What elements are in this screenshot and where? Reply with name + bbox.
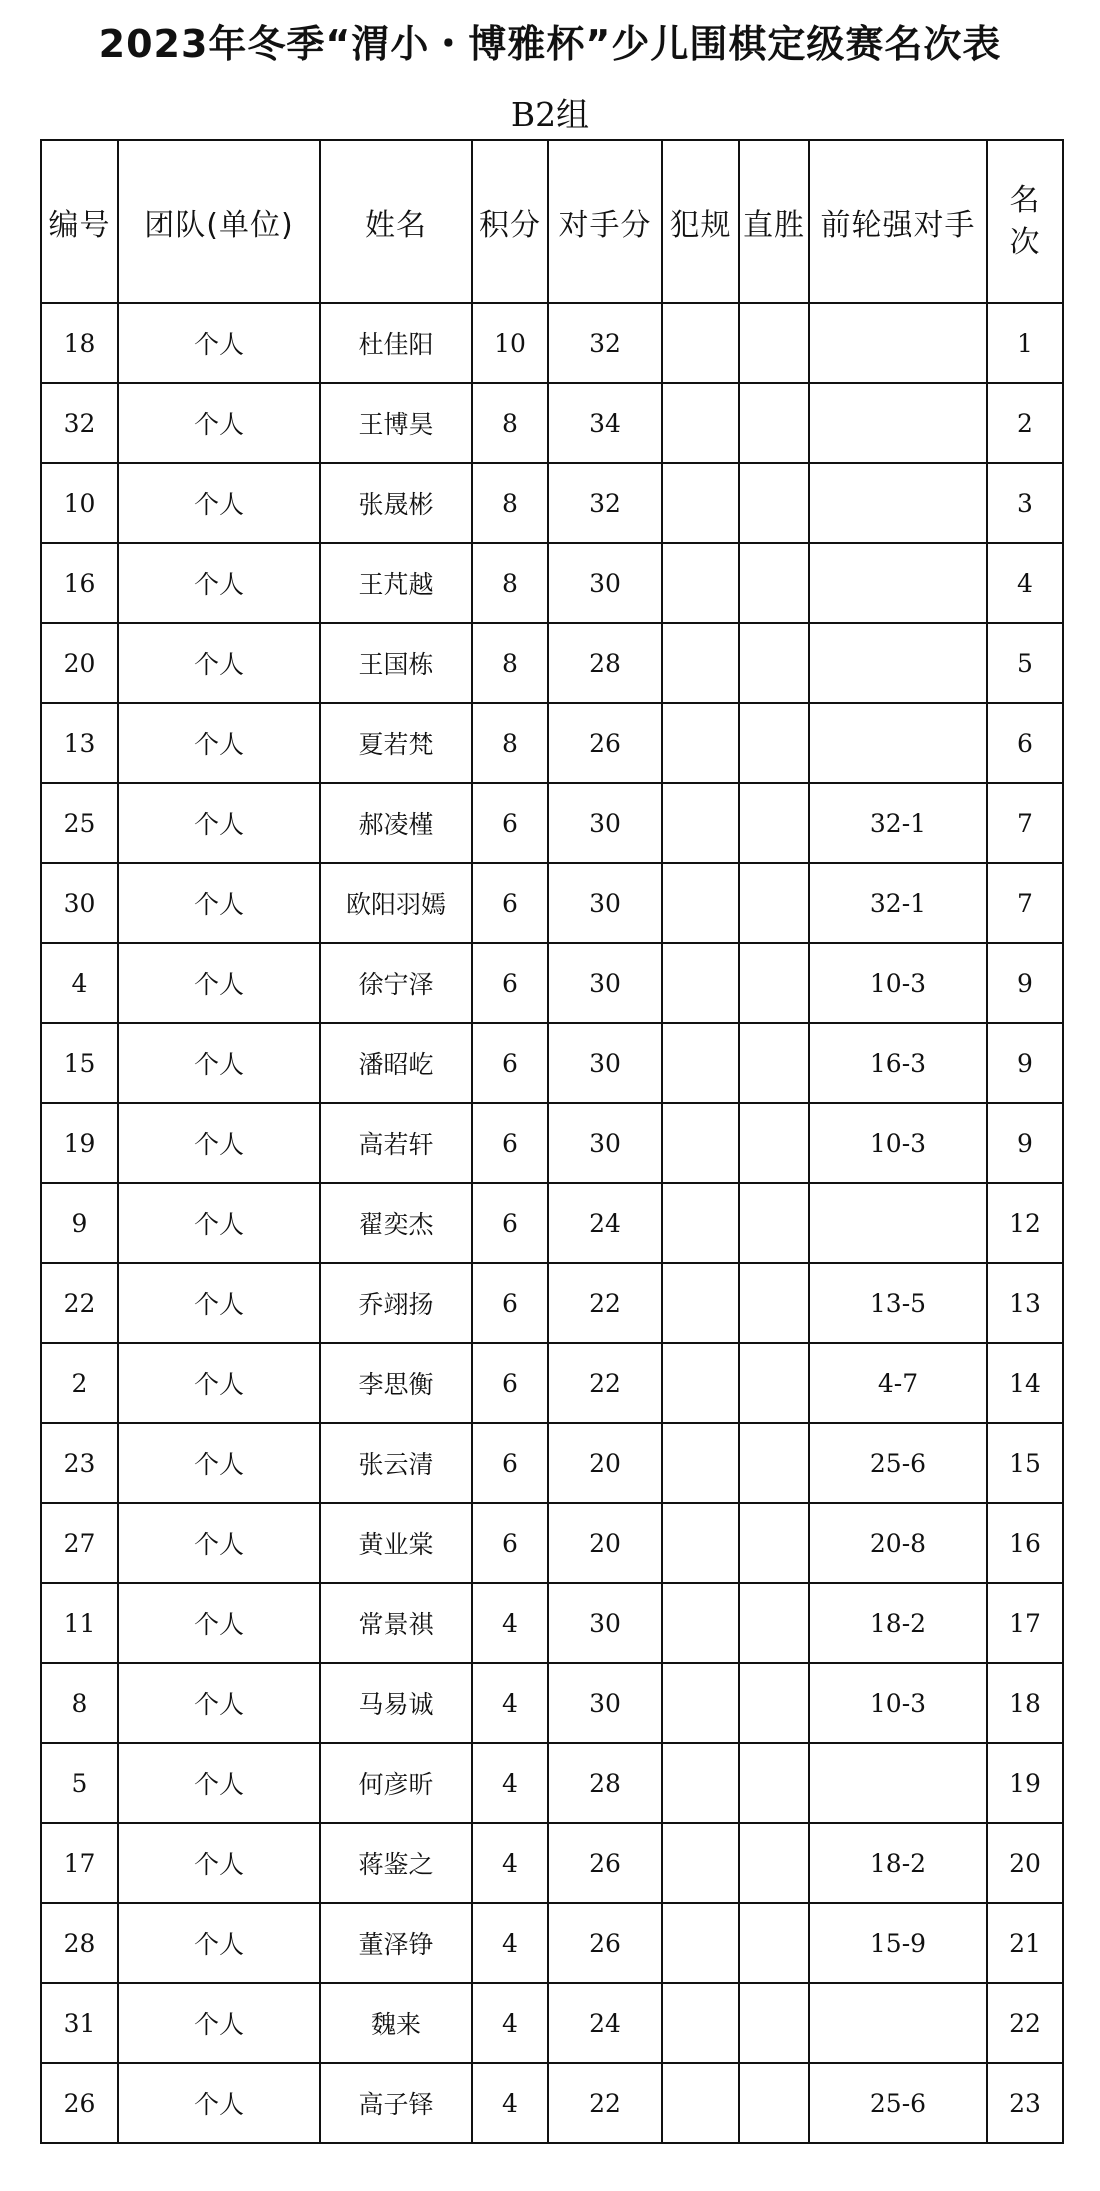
cell-id: 23 <box>41 1423 118 1503</box>
cell-opponent-score: 30 <box>548 1103 662 1183</box>
cell-score: 4 <box>472 2063 548 2143</box>
cell-rank: 1 <box>987 303 1063 383</box>
cell-team: 个人 <box>118 623 320 703</box>
cell-previous-strong-opponent <box>809 383 987 463</box>
cell-direct-win <box>739 783 809 863</box>
cell-direct-win <box>739 1663 809 1743</box>
table-row <box>41 1103 1063 1183</box>
cell-opponent-score: 32 <box>548 303 662 383</box>
cell-direct-win <box>739 1183 809 1263</box>
cell-team: 个人 <box>118 1023 320 1103</box>
cell-id: 32 <box>41 383 118 463</box>
cell-foul <box>662 1823 739 1903</box>
cell-rank: 5 <box>987 623 1063 703</box>
table-row <box>41 543 1063 623</box>
cell-name: 张晟彬 <box>320 463 472 543</box>
cell-score: 8 <box>472 383 548 463</box>
header-name: 姓名 <box>320 140 472 303</box>
cell-team: 个人 <box>118 783 320 863</box>
cell-previous-strong-opponent <box>809 1743 987 1823</box>
table-row <box>41 623 1063 703</box>
table-row <box>41 1583 1063 1663</box>
cell-direct-win <box>739 543 809 623</box>
cell-score: 4 <box>472 1583 548 1663</box>
table-row <box>41 303 1063 383</box>
header-foul: 犯规 <box>662 140 739 303</box>
cell-foul <box>662 1263 739 1343</box>
cell-foul <box>662 543 739 623</box>
cell-id: 22 <box>41 1263 118 1343</box>
cell-name: 王国栋 <box>320 623 472 703</box>
cell-team: 个人 <box>118 1663 320 1743</box>
cell-rank: 19 <box>987 1743 1063 1823</box>
cell-id: 20 <box>41 623 118 703</box>
cell-name: 蒋鉴之 <box>320 1823 472 1903</box>
cell-foul <box>662 1423 739 1503</box>
cell-name: 高子铎 <box>320 2063 472 2143</box>
cell-team: 个人 <box>118 1423 320 1503</box>
cell-opponent-score: 30 <box>548 1023 662 1103</box>
header-score: 积分 <box>472 140 548 303</box>
cell-score: 6 <box>472 1343 548 1423</box>
table-row <box>41 1343 1063 1423</box>
header-id: 编号 <box>41 140 118 303</box>
cell-opponent-score: 26 <box>548 1903 662 1983</box>
cell-name: 王芃越 <box>320 543 472 623</box>
cell-team: 个人 <box>118 303 320 383</box>
cell-name: 夏若梵 <box>320 703 472 783</box>
cell-rank: 7 <box>987 783 1063 863</box>
cell-previous-strong-opponent <box>809 303 987 383</box>
cell-team: 个人 <box>118 1983 320 2063</box>
table-row <box>41 703 1063 783</box>
cell-team: 个人 <box>118 943 320 1023</box>
cell-name: 董泽铮 <box>320 1903 472 1983</box>
cell-rank: 13 <box>987 1263 1063 1343</box>
cell-opponent-score: 20 <box>548 1503 662 1583</box>
cell-previous-strong-opponent <box>809 703 987 783</box>
table-row <box>41 1503 1063 1583</box>
cell-foul <box>662 623 739 703</box>
cell-previous-strong-opponent: 15-9 <box>809 1903 987 1983</box>
cell-score: 8 <box>472 463 548 543</box>
header-team: 团队(单位) <box>118 140 320 303</box>
cell-previous-strong-opponent <box>809 463 987 543</box>
cell-team: 个人 <box>118 1183 320 1263</box>
cell-direct-win <box>739 1423 809 1503</box>
cell-direct-win <box>739 1823 809 1903</box>
cell-score: 8 <box>472 623 548 703</box>
cell-name: 常景祺 <box>320 1583 472 1663</box>
cell-id: 5 <box>41 1743 118 1823</box>
cell-foul <box>662 1023 739 1103</box>
cell-previous-strong-opponent: 10-3 <box>809 1103 987 1183</box>
cell-id: 26 <box>41 2063 118 2143</box>
cell-direct-win <box>739 1343 809 1423</box>
cell-foul <box>662 1503 739 1583</box>
cell-foul <box>662 1983 739 2063</box>
cell-id: 10 <box>41 463 118 543</box>
cell-direct-win <box>739 2063 809 2143</box>
cell-id: 11 <box>41 1583 118 1663</box>
cell-foul <box>662 1183 739 1263</box>
cell-direct-win <box>739 703 809 783</box>
cell-foul <box>662 383 739 463</box>
cell-previous-strong-opponent: 13-5 <box>809 1263 987 1343</box>
header-rank <box>987 140 1063 303</box>
cell-foul <box>662 703 739 783</box>
cell-name: 黄业棠 <box>320 1503 472 1583</box>
cell-rank: 21 <box>987 1903 1063 1983</box>
cell-foul <box>662 1583 739 1663</box>
table-row <box>41 1183 1063 1263</box>
cell-team: 个人 <box>118 1583 320 1663</box>
cell-direct-win <box>739 863 809 943</box>
cell-team: 个人 <box>118 2063 320 2143</box>
cell-previous-strong-opponent: 32-1 <box>809 863 987 943</box>
cell-name: 张云清 <box>320 1423 472 1503</box>
cell-name: 乔翊扬 <box>320 1263 472 1343</box>
header-previous-strong-opponent: 前轮强对手 <box>809 140 987 303</box>
cell-opponent-score: 20 <box>548 1423 662 1503</box>
cell-rank: 4 <box>987 543 1063 623</box>
cell-opponent-score: 30 <box>548 543 662 623</box>
cell-score: 6 <box>472 1103 548 1183</box>
cell-opponent-score: 24 <box>548 1983 662 2063</box>
table-row <box>41 383 1063 463</box>
cell-opponent-score: 30 <box>548 863 662 943</box>
cell-opponent-score: 30 <box>548 1663 662 1743</box>
cell-rank: 9 <box>987 943 1063 1023</box>
cell-score: 6 <box>472 1503 548 1583</box>
cell-opponent-score: 30 <box>548 943 662 1023</box>
cell-direct-win <box>739 463 809 543</box>
table-row <box>41 1023 1063 1103</box>
cell-score: 8 <box>472 703 548 783</box>
cell-previous-strong-opponent: 16-3 <box>809 1023 987 1103</box>
cell-rank: 3 <box>987 463 1063 543</box>
cell-score: 6 <box>472 1423 548 1503</box>
cell-opponent-score: 24 <box>548 1183 662 1263</box>
cell-id: 16 <box>41 543 118 623</box>
cell-opponent-score: 28 <box>548 1743 662 1823</box>
cell-score: 6 <box>472 943 548 1023</box>
cell-id: 2 <box>41 1343 118 1423</box>
table-row <box>41 783 1063 863</box>
cell-team: 个人 <box>118 1263 320 1343</box>
cell-direct-win <box>739 1583 809 1663</box>
cell-foul <box>662 463 739 543</box>
cell-opponent-score: 30 <box>548 1583 662 1663</box>
cell-foul <box>662 1663 739 1743</box>
cell-foul <box>662 1103 739 1183</box>
table-row <box>41 1423 1063 1503</box>
cell-id: 9 <box>41 1183 118 1263</box>
cell-score: 6 <box>472 1023 548 1103</box>
cell-score: 4 <box>472 1823 548 1903</box>
cell-foul <box>662 2063 739 2143</box>
ranking-table <box>40 139 1064 2144</box>
cell-rank: 6 <box>987 703 1063 783</box>
cell-name: 杜佳阳 <box>320 303 472 383</box>
table-row <box>41 1983 1063 2063</box>
cell-opponent-score: 34 <box>548 383 662 463</box>
cell-score: 6 <box>472 1263 548 1343</box>
cell-direct-win <box>739 1743 809 1823</box>
cell-previous-strong-opponent <box>809 543 987 623</box>
cell-previous-strong-opponent: 32-1 <box>809 783 987 863</box>
cell-name: 马易诚 <box>320 1663 472 1743</box>
cell-id: 31 <box>41 1983 118 2063</box>
cell-opponent-score: 28 <box>548 623 662 703</box>
cell-team: 个人 <box>118 703 320 783</box>
cell-team: 个人 <box>118 463 320 543</box>
page-title: 2023年冬季“渭小・博雅杯”少儿围棋定级赛名次表 <box>98 22 1002 66</box>
cell-direct-win <box>739 1503 809 1583</box>
cell-name: 魏来 <box>320 1983 472 2063</box>
cell-id: 13 <box>41 703 118 783</box>
cell-foul <box>662 1343 739 1423</box>
cell-opponent-score: 22 <box>548 1263 662 1343</box>
cell-foul <box>662 303 739 383</box>
cell-score: 6 <box>472 783 548 863</box>
cell-opponent-score: 26 <box>548 703 662 783</box>
cell-direct-win <box>739 1103 809 1183</box>
cell-previous-strong-opponent: 18-2 <box>809 1583 987 1663</box>
cell-rank: 9 <box>987 1023 1063 1103</box>
cell-name: 欧阳羽嫣 <box>320 863 472 943</box>
cell-score: 4 <box>472 1663 548 1743</box>
cell-previous-strong-opponent: 18-2 <box>809 1823 987 1903</box>
cell-name: 李思衡 <box>320 1343 472 1423</box>
cell-rank: 16 <box>987 1503 1063 1583</box>
table-row <box>41 1823 1063 1903</box>
cell-previous-strong-opponent <box>809 1983 987 2063</box>
cell-rank: 9 <box>987 1103 1063 1183</box>
cell-id: 25 <box>41 783 118 863</box>
group-label: B2组 <box>510 95 590 134</box>
cell-direct-win <box>739 1983 809 2063</box>
table-row <box>41 1663 1063 1743</box>
table-header <box>41 140 1063 303</box>
cell-opponent-score: 22 <box>548 1343 662 1423</box>
cell-rank: 15 <box>987 1423 1063 1503</box>
cell-rank: 7 <box>987 863 1063 943</box>
cell-name: 王博昊 <box>320 383 472 463</box>
cell-foul <box>662 863 739 943</box>
cell-rank: 14 <box>987 1343 1063 1423</box>
cell-previous-strong-opponent: 25-6 <box>809 2063 987 2143</box>
cell-direct-win <box>739 303 809 383</box>
cell-previous-strong-opponent: 10-3 <box>809 1663 987 1743</box>
cell-id: 17 <box>41 1823 118 1903</box>
cell-team: 个人 <box>118 1343 320 1423</box>
cell-id: 15 <box>41 1023 118 1103</box>
cell-id: 19 <box>41 1103 118 1183</box>
cell-id: 8 <box>41 1663 118 1743</box>
cell-score: 10 <box>472 303 548 383</box>
cell-team: 个人 <box>118 1103 320 1183</box>
cell-team: 个人 <box>118 1823 320 1903</box>
cell-name: 潘昭屹 <box>320 1023 472 1103</box>
cell-rank: 2 <box>987 383 1063 463</box>
cell-rank: 23 <box>987 2063 1063 2143</box>
cell-opponent-score: 26 <box>548 1823 662 1903</box>
cell-team: 个人 <box>118 1743 320 1823</box>
cell-rank: 18 <box>987 1663 1063 1743</box>
cell-direct-win <box>739 383 809 463</box>
cell-rank: 12 <box>987 1183 1063 1263</box>
cell-foul <box>662 1903 739 1983</box>
table-row <box>41 943 1063 1023</box>
cell-opponent-score: 30 <box>548 783 662 863</box>
table-row <box>41 1743 1063 1823</box>
cell-name: 翟奕杰 <box>320 1183 472 1263</box>
cell-id: 30 <box>41 863 118 943</box>
cell-id: 4 <box>41 943 118 1023</box>
cell-previous-strong-opponent <box>809 1183 987 1263</box>
cell-score: 4 <box>472 1983 548 2063</box>
table-row <box>41 2063 1063 2143</box>
cell-name: 何彦昕 <box>320 1743 472 1823</box>
cell-id: 18 <box>41 303 118 383</box>
cell-previous-strong-opponent <box>809 623 987 703</box>
cell-name: 徐宁泽 <box>320 943 472 1023</box>
cell-team: 个人 <box>118 1903 320 1983</box>
table-row <box>41 863 1063 943</box>
cell-name: 高若轩 <box>320 1103 472 1183</box>
cell-team: 个人 <box>118 543 320 623</box>
cell-direct-win <box>739 1263 809 1343</box>
header-rank-line1: 名 <box>1009 182 1041 218</box>
header-rank-line2: 次 <box>1009 224 1041 260</box>
cell-score: 4 <box>472 1743 548 1823</box>
cell-direct-win <box>739 1903 809 1983</box>
cell-previous-strong-opponent: 25-6 <box>809 1423 987 1503</box>
cell-name: 郝凌槿 <box>320 783 472 863</box>
cell-rank: 17 <box>987 1583 1063 1663</box>
cell-foul <box>662 943 739 1023</box>
cell-previous-strong-opponent: 4-7 <box>809 1343 987 1423</box>
header-opponent-score: 对手分 <box>548 140 662 303</box>
cell-foul <box>662 1743 739 1823</box>
cell-score: 6 <box>472 1183 548 1263</box>
cell-score: 6 <box>472 863 548 943</box>
cell-direct-win <box>739 623 809 703</box>
table-row <box>41 1903 1063 1983</box>
header-direct-win: 直胜 <box>739 140 809 303</box>
cell-id: 27 <box>41 1503 118 1583</box>
cell-previous-strong-opponent: 10-3 <box>809 943 987 1023</box>
cell-direct-win <box>739 1023 809 1103</box>
table-row <box>41 463 1063 543</box>
cell-team: 个人 <box>118 383 320 463</box>
cell-opponent-score: 32 <box>548 463 662 543</box>
cell-rank: 20 <box>987 1823 1063 1903</box>
cell-id: 28 <box>41 1903 118 1983</box>
header-row <box>41 140 1063 303</box>
cell-rank: 22 <box>987 1983 1063 2063</box>
cell-score: 4 <box>472 1903 548 1983</box>
cell-team: 个人 <box>118 863 320 943</box>
table-body <box>41 303 1063 2143</box>
table-row <box>41 1263 1063 1343</box>
cell-direct-win <box>739 943 809 1023</box>
cell-score: 8 <box>472 543 548 623</box>
cell-team: 个人 <box>118 1503 320 1583</box>
cell-previous-strong-opponent: 20-8 <box>809 1503 987 1583</box>
cell-opponent-score: 22 <box>548 2063 662 2143</box>
cell-foul <box>662 783 739 863</box>
